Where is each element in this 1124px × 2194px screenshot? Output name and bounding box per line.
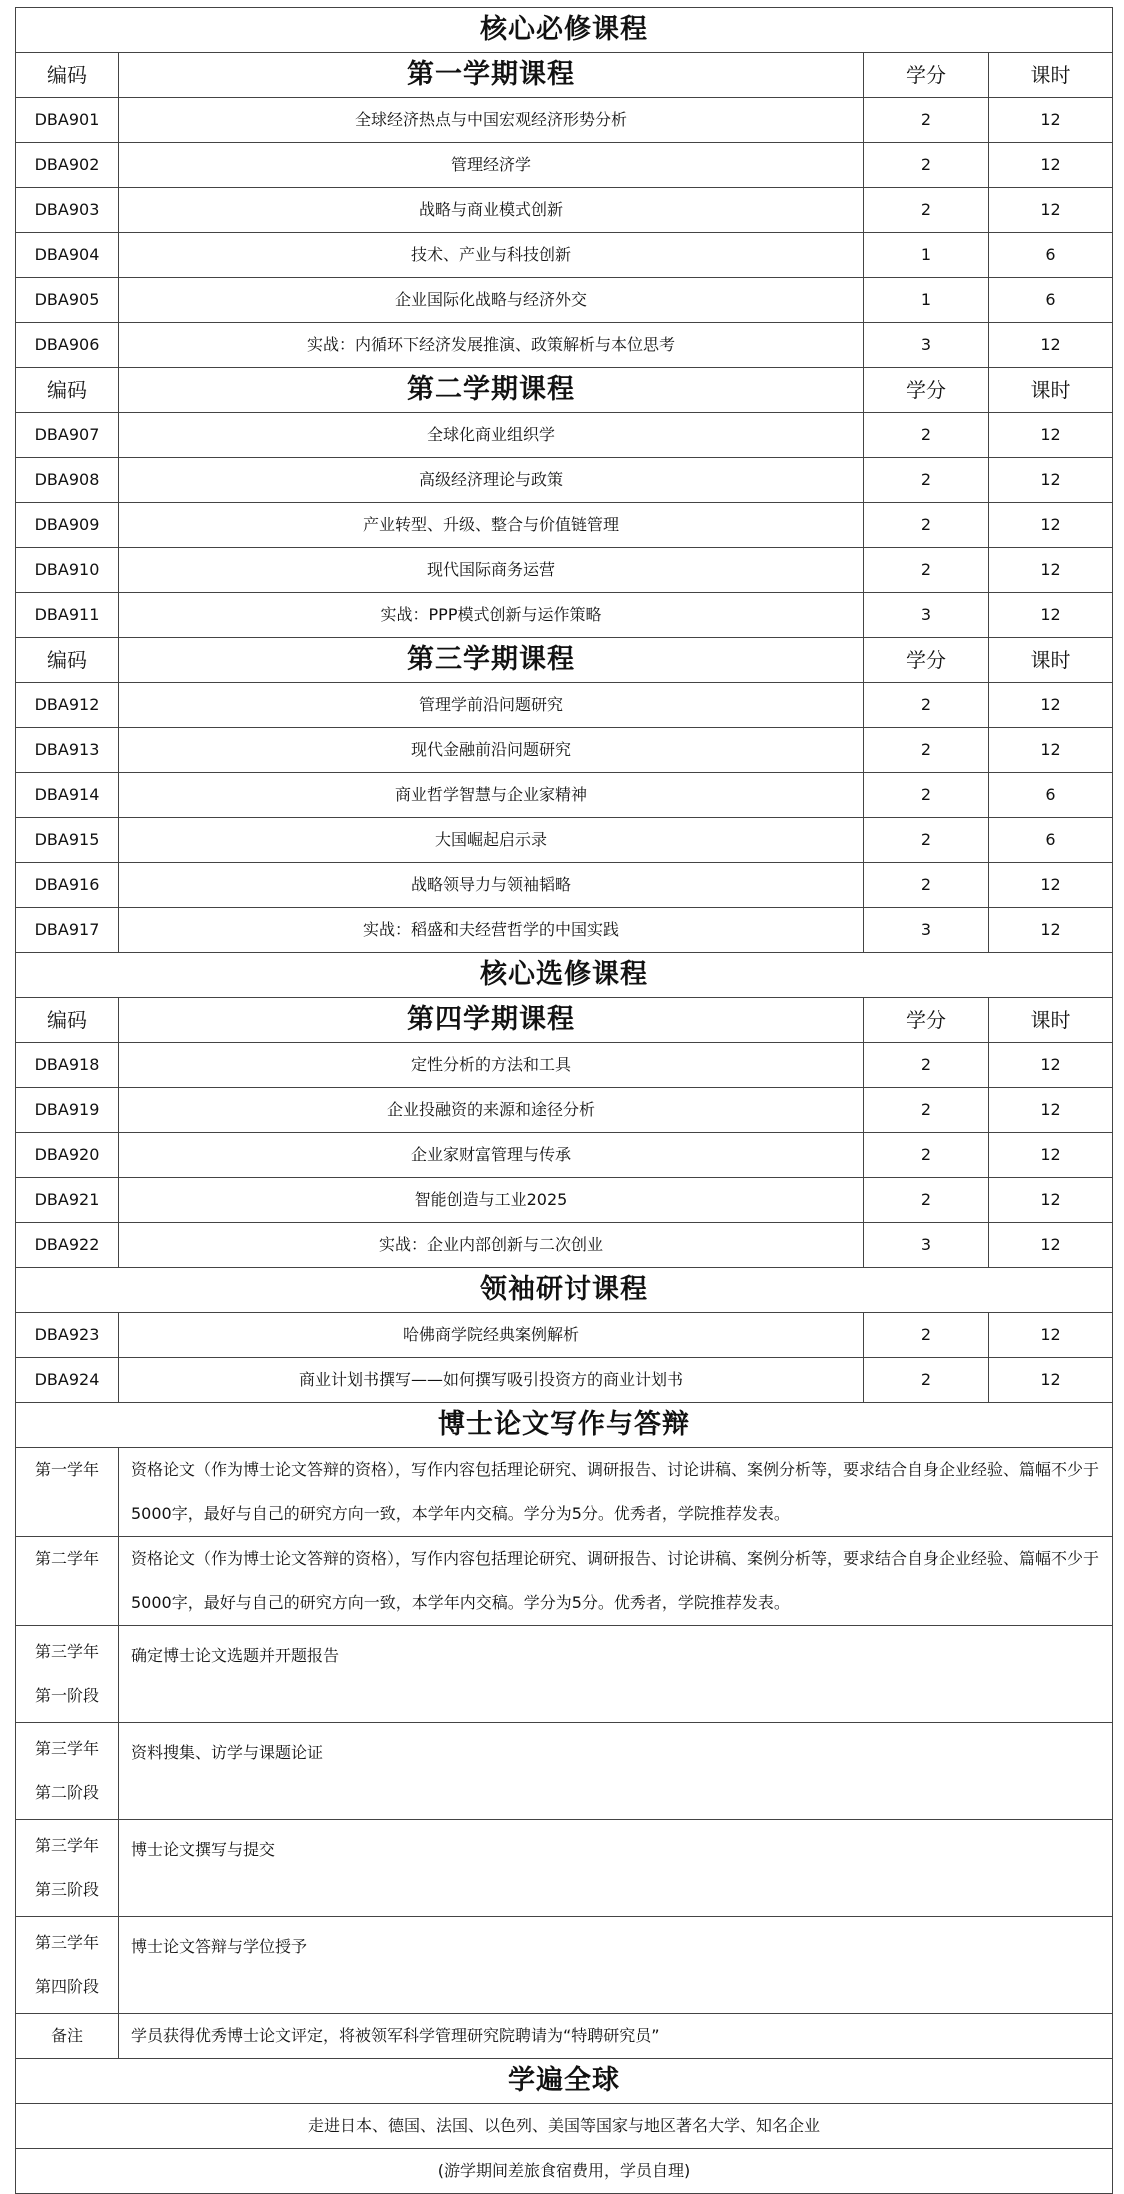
course-hours: 12: [989, 413, 1113, 458]
note-label: 备注: [16, 2014, 119, 2059]
thesis-year: [16, 1820, 119, 1917]
course-hours: 12: [989, 728, 1113, 773]
semester-header-row: [16, 53, 1113, 98]
thesis-year: [16, 1917, 119, 2014]
course-name: 全球经济热点与中国宏观经济形势分析: [119, 98, 864, 143]
section-title-row: [16, 8, 1113, 53]
thesis-year-line: 第三学年: [34, 1836, 99, 1855]
course-code: DBA909: [16, 503, 119, 548]
global-line-row: [16, 2104, 1113, 2149]
course-row: [16, 593, 1113, 638]
course-hours: 6: [989, 278, 1113, 323]
thesis-note-row: [16, 2014, 1113, 2059]
code-column-header: 编码: [16, 368, 119, 413]
code-column-header: 编码: [16, 638, 119, 683]
course-name: 现代国际商务运营: [119, 548, 864, 593]
course-credit: 3: [864, 593, 989, 638]
course-hours: 6: [989, 773, 1113, 818]
course-credit: 3: [864, 908, 989, 953]
course-row: [16, 728, 1113, 773]
course-code: DBA910: [16, 548, 119, 593]
course-hours: 12: [989, 908, 1113, 953]
section-title-row: [16, 1268, 1113, 1313]
thesis-year-line: 第三学年: [34, 1642, 99, 1661]
thesis-year: [16, 1448, 119, 1537]
course-credit: 2: [864, 683, 989, 728]
section-title-row: [16, 1403, 1113, 1448]
course-name: 管理经济学: [119, 143, 864, 188]
course-code: DBA912: [16, 683, 119, 728]
thesis-year-line: 第三学年: [34, 1739, 99, 1758]
course-name: 技术、产业与科技创新: [119, 233, 864, 278]
thesis-year-line: 第二阶段: [34, 1783, 99, 1802]
course-credit: 3: [864, 323, 989, 368]
course-code: DBA913: [16, 728, 119, 773]
leader-seminar-title: 领袖研讨课程: [16, 1268, 1113, 1313]
thesis-year: [16, 1723, 119, 1820]
course-code: DBA908: [16, 458, 119, 503]
course-row: [16, 233, 1113, 278]
course-code: DBA906: [16, 323, 119, 368]
course-hours: 6: [989, 233, 1113, 278]
course-credit: 1: [864, 278, 989, 323]
thesis-row: [16, 1723, 1113, 1820]
thesis-row: [16, 1820, 1113, 1917]
course-credit: 2: [864, 413, 989, 458]
course-name: 产业转型、升级、整合与价值链管理: [119, 503, 864, 548]
credit-column-header: 学分: [864, 53, 989, 98]
thesis-year-line: 第三学年: [34, 1933, 99, 1952]
course-code: DBA907: [16, 413, 119, 458]
course-hours: 12: [989, 593, 1113, 638]
thesis-year-line: 第一学年: [34, 1460, 99, 1479]
course-code: DBA905: [16, 278, 119, 323]
section-title-row: [16, 2059, 1113, 2104]
course-code: DBA901: [16, 98, 119, 143]
course-hours: 12: [989, 683, 1113, 728]
course-row: [16, 503, 1113, 548]
course-name: 企业家财富管理与传承: [119, 1133, 864, 1178]
course-credit: 2: [864, 503, 989, 548]
course-hours: 12: [989, 323, 1113, 368]
course-row: [16, 323, 1113, 368]
course-credit: 2: [864, 1358, 989, 1403]
thesis-row: [16, 1448, 1113, 1537]
course-code: DBA923: [16, 1313, 119, 1358]
course-name: 战略与商业模式创新: [119, 188, 864, 233]
course-code: DBA911: [16, 593, 119, 638]
course-hours: 12: [989, 143, 1113, 188]
course-row: [16, 818, 1113, 863]
semester-title: 第一学期课程: [119, 53, 864, 98]
course-credit: 2: [864, 773, 989, 818]
course-hours: 12: [989, 1043, 1113, 1088]
course-code: DBA915: [16, 818, 119, 863]
thesis-description: 博士论文答辩与学位授予: [119, 1917, 1113, 2014]
course-code: DBA917: [16, 908, 119, 953]
hours-column-header: 课时: [989, 53, 1113, 98]
course-hours: 12: [989, 1223, 1113, 1268]
thesis-year-line: 第二学年: [34, 1549, 99, 1568]
global-line-row: [16, 2149, 1113, 2194]
course-credit: 2: [864, 1178, 989, 1223]
course-row: [16, 458, 1113, 503]
course-row: [16, 1178, 1113, 1223]
course-name: 商业哲学智慧与企业家精神: [119, 773, 864, 818]
code-column-header: 编码: [16, 998, 119, 1043]
semester-title: 第二学期课程: [119, 368, 864, 413]
course-hours: 12: [989, 548, 1113, 593]
course-credit: 2: [864, 1043, 989, 1088]
course-name: 企业国际化战略与经济外交: [119, 278, 864, 323]
course-credit: 2: [864, 98, 989, 143]
course-name: 商业计划书撰写——如何撰写吸引投资方的商业计划书: [119, 1358, 864, 1403]
thesis-description: 资料搜集、访学与课题论证: [119, 1723, 1113, 1820]
course-credit: 1: [864, 233, 989, 278]
thesis-description: 资格论文（作为博士论文答辩的资格），写作内容包括理论研究、调研报告、讨论讲稿、案例分析等，要求结合自身企业经验、篇幅不少于5000字，最好与自己的研究方向一致，本学年内交稿。学分为5分。优秀者，学院推荐发表。: [119, 1537, 1113, 1626]
course-name: 企业投融资的来源和途径分析: [119, 1088, 864, 1133]
course-hours: 12: [989, 188, 1113, 233]
thesis-description: 资格论文（作为博士论文答辩的资格），写作内容包括理论研究、调研报告、讨论讲稿、案例分析等，要求结合自身企业经验、篇幅不少于5000字，最好与自己的研究方向一致，本学年内交稿。学分为5分。优秀者，学院推荐发表。: [119, 1448, 1113, 1537]
course-credit: 3: [864, 1223, 989, 1268]
course-hours: 12: [989, 863, 1113, 908]
course-name: 定性分析的方法和工具: [119, 1043, 864, 1088]
course-row: [16, 1133, 1113, 1178]
thesis-row: [16, 1626, 1113, 1723]
course-name: 战略领导力与领袖韬略: [119, 863, 864, 908]
section-title-row: [16, 953, 1113, 998]
course-name: 全球化商业组织学: [119, 413, 864, 458]
thesis-year-line: [16, 1581, 118, 1625]
semester-title: 第三学期课程: [119, 638, 864, 683]
course-code: DBA914: [16, 773, 119, 818]
course-row: [16, 863, 1113, 908]
thesis-year-line: 第三阶段: [34, 1880, 99, 1899]
course-name: 管理学前沿问题研究: [119, 683, 864, 728]
course-credit: 2: [864, 818, 989, 863]
course-name: 现代金融前沿问题研究: [119, 728, 864, 773]
course-code: DBA918: [16, 1043, 119, 1088]
course-code: DBA922: [16, 1223, 119, 1268]
semester-header-row: [16, 638, 1113, 683]
course-name: 实战：稻盛和夫经营哲学的中国实践: [119, 908, 864, 953]
thesis-year-line: 第四阶段: [34, 1977, 99, 1996]
course-credit: 2: [864, 1088, 989, 1133]
course-row: [16, 1088, 1113, 1133]
global-study-title: 学遍全球: [16, 2059, 1113, 2104]
global-study-destinations: 走进日本、德国、法国、以色列、美国等国家与地区著名大学、知名企业: [16, 2104, 1113, 2149]
course-row: [16, 98, 1113, 143]
thesis-description: 博士论文撰写与提交: [119, 1820, 1113, 1917]
course-credit: 2: [864, 1133, 989, 1178]
thesis-row: [16, 1537, 1113, 1626]
course-code: DBA920: [16, 1133, 119, 1178]
course-row: [16, 143, 1113, 188]
course-code: DBA919: [16, 1088, 119, 1133]
course-name: 高级经济理论与政策: [119, 458, 864, 503]
hours-column-header: 课时: [989, 368, 1113, 413]
course-row: [16, 683, 1113, 728]
course-hours: 12: [989, 1313, 1113, 1358]
course-code: DBA902: [16, 143, 119, 188]
core-required-title: 核心必修课程: [16, 8, 1113, 53]
thesis-year: [16, 1537, 119, 1626]
course-row: [16, 278, 1113, 323]
course-credit: 2: [864, 458, 989, 503]
thesis-year: [16, 1626, 119, 1723]
course-hours: 12: [989, 458, 1113, 503]
course-hours: 12: [989, 1178, 1113, 1223]
course-name: 实战：内循环下经济发展推演、政策解析与本位思考: [119, 323, 864, 368]
course-hours: 12: [989, 1133, 1113, 1178]
credit-column-header: 学分: [864, 998, 989, 1043]
course-row: [16, 1223, 1113, 1268]
course-row: [16, 1043, 1113, 1088]
thesis-description: 确定博士论文选题并开题报告: [119, 1626, 1113, 1723]
course-hours: 12: [989, 98, 1113, 143]
core-elective-title: 核心选修课程: [16, 953, 1113, 998]
code-column-header: 编码: [16, 53, 119, 98]
course-name: 实战：PPP模式创新与运作策略: [119, 593, 864, 638]
course-row: [16, 1313, 1113, 1358]
course-credit: 2: [864, 1313, 989, 1358]
course-name: 哈佛商学院经典案例解析: [119, 1313, 864, 1358]
credit-column-header: 学分: [864, 368, 989, 413]
thesis-row: [16, 1917, 1113, 2014]
course-row: [16, 773, 1113, 818]
thesis-year-line: [16, 1492, 118, 1536]
course-code: DBA921: [16, 1178, 119, 1223]
dba-curriculum-table: [15, 7, 1112, 2194]
course-row: [16, 413, 1113, 458]
thesis-title: 博士论文写作与答辩: [16, 1403, 1113, 1448]
thesis-year-line: 第一阶段: [34, 1686, 99, 1705]
course-credit: 2: [864, 548, 989, 593]
course-hours: 12: [989, 503, 1113, 548]
course-name: 实战：企业内部创新与二次创业: [119, 1223, 864, 1268]
course-row: [16, 188, 1113, 233]
course-hours: 12: [989, 1358, 1113, 1403]
course-code: DBA904: [16, 233, 119, 278]
semester-header-row: [16, 368, 1113, 413]
credit-column-header: 学分: [864, 638, 989, 683]
course-code: DBA903: [16, 188, 119, 233]
hours-column-header: 课时: [989, 638, 1113, 683]
course-hours: 12: [989, 1088, 1113, 1133]
course-row: [16, 908, 1113, 953]
course-row: [16, 548, 1113, 593]
course-row: [16, 1358, 1113, 1403]
course-credit: 2: [864, 863, 989, 908]
course-credit: 2: [864, 143, 989, 188]
course-code: DBA916: [16, 863, 119, 908]
course-credit: 2: [864, 728, 989, 773]
semester-header-row: [16, 998, 1113, 1043]
course-name: 智能创造与工业2025: [119, 1178, 864, 1223]
global-study-expense-note: (游学期间差旅食宿费用，学员自理): [16, 2149, 1113, 2194]
course-name: 大国崛起启示录: [119, 818, 864, 863]
course-credit: 2: [864, 188, 989, 233]
semester-title: 第四学期课程: [119, 998, 864, 1043]
course-hours: 6: [989, 818, 1113, 863]
note-text: 学员获得优秀博士论文评定，将被领军科学管理研究院聘请为“特聘研究员”: [119, 2014, 1113, 2059]
hours-column-header: 课时: [989, 998, 1113, 1043]
course-code: DBA924: [16, 1358, 119, 1403]
